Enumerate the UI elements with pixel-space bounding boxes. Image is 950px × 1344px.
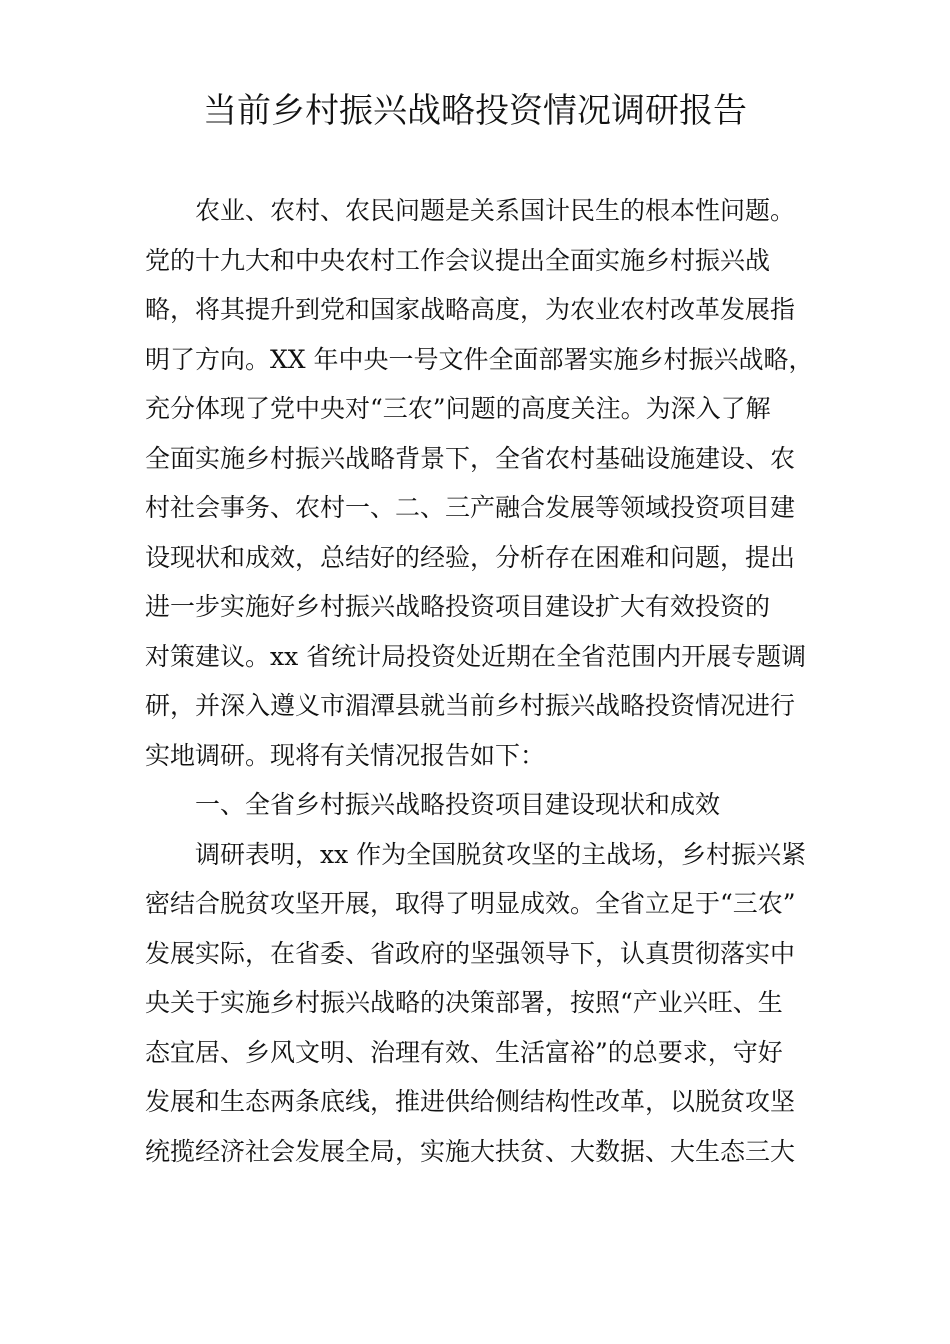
- paragraph-line: 调研表明，xx 作为全国脱贫攻坚的主战场，乡村振兴紧: [195, 839, 807, 869]
- paragraph-line: 农业、农村、农民问题是关系国计民生的根本性问题。: [195, 196, 796, 225]
- paragraph-line: 村社会事务、农村一、二、三产融合发展等领域投资项目建: [145, 493, 796, 522]
- paragraph-line: 态宜居、乡风文明、治理有效、生活富裕”的总要求，守好: [145, 1037, 783, 1067]
- paragraph-line: 发展和生态两条底线，推进供给侧结构性改革，以脱贫攻坚: [145, 1087, 796, 1116]
- paragraph-line: 发展实际，在省委、省政府的坚强领导下，认真贯彻落实中: [145, 938, 796, 968]
- paragraph-line: 略，将其提升到党和国家战略高度，为农业农村改革发展指: [145, 295, 796, 324]
- paragraph-line: 进一步实施好乡村振兴战略投资项目建设扩大有效投资的: [145, 592, 771, 621]
- paragraph-line: 充分体现了党中央对“三农”问题的高度关注。为深入了解: [145, 394, 771, 423]
- paragraph-line: 设现状和成效，总结好的经验，分析存在困难和问题，提出: [145, 542, 796, 572]
- section-heading: 一、全省乡村振兴战略投资项目建设现状和成效: [195, 790, 721, 819]
- paragraph-line: 全面实施乡村振兴战略背景下，全省农村基础设施建设、农: [145, 443, 796, 473]
- document-title: 当前乡村振兴战略投资情况调研报告: [203, 91, 747, 131]
- paragraph-line: 实地调研。现将有关情况报告如下：: [145, 740, 546, 770]
- document-body: [145, 186, 815, 1176]
- paragraph-line: 对策建议。xx 省统计局投资处近期在全省范围内开展专题调: [145, 641, 807, 671]
- paragraph-line: 密结合脱贫攻坚开展，取得了明显成效。全省立足于“三农”: [145, 889, 796, 918]
- paragraph-line: 统揽经济社会发展全局，实施大扶贫、大数据、大生态三大: [145, 1136, 796, 1166]
- paragraph-line: 明了方向。XX 年中央一号文件全面部署实施乡村振兴战略，: [145, 344, 814, 374]
- paragraph-line: 研，并深入遵义市湄潭县就当前乡村振兴战略投资情况进行: [145, 691, 796, 720]
- paragraph-line: 央关于实施乡村振兴战略的决策部署，按照“产业兴旺、生: [145, 988, 783, 1017]
- paragraph-line: 党的十九大和中央农村工作会议提出全面实施乡村振兴战: [145, 245, 771, 275]
